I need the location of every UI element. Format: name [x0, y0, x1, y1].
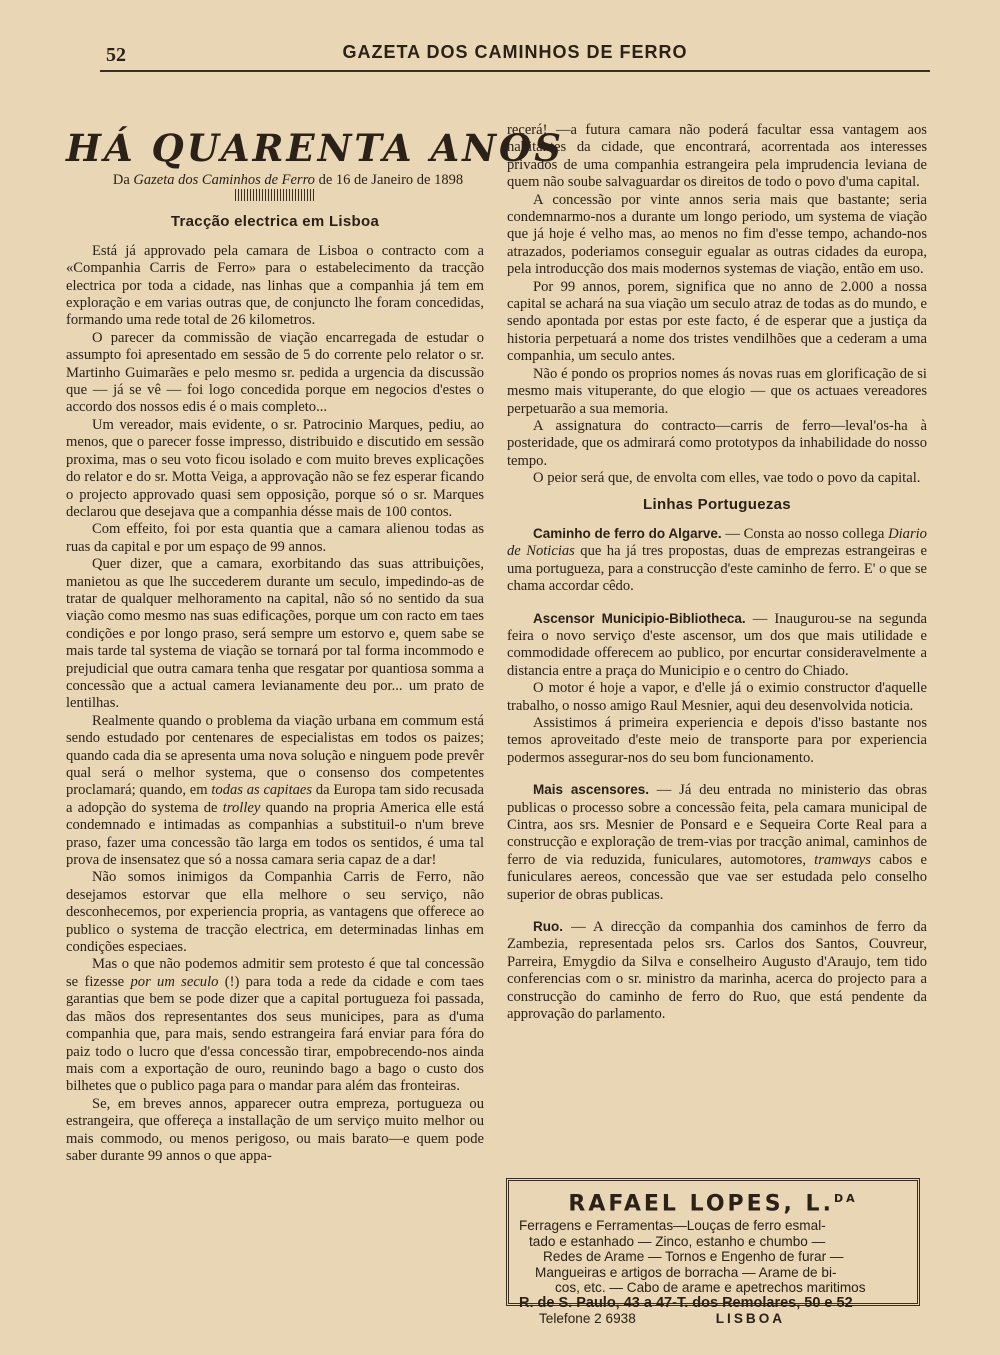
paragraph: Não somos inimigos da Companhia Carris de Ferro, não desejamos estorvar que ella melhore o seu serviço, não desconhecemos, por experiencia propria, as vantagens que offerece ao publico o systema de tracção electrica, em determinadas linhas em condições especiaes. [66, 869, 484, 956]
page-number: 52 [106, 44, 126, 66]
ad-city: LISBOA [715, 1311, 786, 1327]
news-item-ascensor: Ascensor Municipio-Bibliotheca. — Inaugurou-se na segunda feira o novo serviço d'este ascensor, um dos que mais utilidade e commodidade offerecem ao publico, por encurtar consideravelmente a distancia entre a praça do Municipio e o centro do Chiado. [507, 610, 928, 679]
paragraph: Não é pondo os proprios nomes ás novas ruas em glorificação de si mesmo mais vituperante, do que elogio — que os actuaes vereadores perpetuarão a sua memoria. [507, 365, 927, 417]
paragraph: O parecer da commissão de viação encarregada de estudar o assumpto foi apresentado em sessão de 5 do corrente pelo relator o sr. Martinho Guimarães e pelo mesmo sr. pedida a urgencia da discussão que — já se vê — foi logo concedida porque em negocios d'estes o accordo dos nossos edis é o mais completo... [66, 329, 484, 416]
paragraph: Um vereador, mais evidente, o sr. Patrocinio Marques, pediu, ao menos, que o parecer fosse impresso, distribuido e discutido em sessão proxima, mas o seu voto ficou isolado e com muito breves explicações do relator e do sr. Motta Veiga, a approvação não se fez esperar ficando o projecto approvado quasi sem opposição, porque só o sr. Marques declarou que desejava que a companhia désse mais de 100 contos. [66, 416, 484, 520]
paragraph: Com effeito, foi por esta quantia que a camara alienou todas as ruas da capital e por um espaço de 99 annos. [66, 521, 484, 555]
paragraph-continued: recerá! —a futura camara não poderá facultar essa vantagem aos habitantes da cidade, que encontrará, acorrentada aos interesses privados de uma companhia estrangeira pela imprudencia leviana de quem não soube salvaguardar os direitos de todo o povo d'uma capital. [507, 122, 927, 191]
paragraph: Mas o que não podemos admitir sem protesto é que tal concessão se fizesse por um seculo (!) para toda a rede da cidade e com taes garantias que bem se pode dizer que a capital portugueza foi passada, das mãos dos representantes dos seus municipes, para as d'uma companhia que, para mais, sendo estrangeira fará enviar para fóra do paiz todo o lucro que d'essa concessão tirar, empobrecendo-nos ainda mais com a exportação de ouro, reunindo bago a bago o custo dos bilhetes que o publico paga para o mandar para além das fronteiras. [66, 956, 484, 1095]
ad-address: R. de S. Paulo, 43 a 47-T. dos Remolares, 50 e 52 [519, 1294, 853, 1311]
ad-telephone-line: Telefone 2 6938 LISBOA [539, 1311, 786, 1327]
news-item-mais-ascensores: Mais ascensores. — Já deu entrada no ministerio das obras publicas o processo sobre a concessão feita, pela camara municipal de Cintra, aos srs. Mesnier de Ponsard e e Sequeira Corte Real para a construcção e exploração de trem-vias por tracção animal, caminhos de ferro de via reduzida, funiculares, automotores, tramways cabos e funiculares aereos, concessão que vae ser estudada pelo conselho superior de obras publicas. [507, 782, 927, 903]
ad-line: tado e estanhado — Zinco, estanho e chumbo — [529, 1233, 826, 1249]
ad-line: Mangueiras e artigos de borracha — Arame de bi- [535, 1264, 837, 1280]
running-head [100, 40, 930, 72]
journal-title: GAZETA DOS CAMINHOS DE FERRO [342, 42, 688, 62]
paragraph: Realmente quando o problema da viação urbana em commum está sendo estudado por centenares de especialistas em todos os paizes; quando cada dia se apresenta uma nova solução e ninguem pode prevêr qual será o melhor systema, que o consenso dos competentes proclamará; quando, em todas as capitaes da Europa tam sido recusada a adopção do systema de trolley quando na propria America elle está condemnado e intimadas as companhias a substituil-o n'um breve praso, fazer uma concessão tão larga em todos os sentidos, é uma tal prova de insensatez que só a nossa camara seria capaz de a dar! [66, 712, 484, 869]
advertisement-box [506, 1178, 920, 1327]
paragraph: O peior será que, de envolta com elles, vae todo o povo da capital. [533, 470, 921, 487]
paragraph: Por 99 annos, porem, significa que no anno de 2.000 a nossa capital se achará na sua viação um seculo atraz de todas as do mundo, e sendo apontada por estas por este facto, é de esperar que a justiça da historia perpetuará a nome dos tristes vendilhões que a cederam a uma companhia, um seculo antes. [507, 278, 927, 365]
ornament-divider [235, 189, 315, 201]
news-item-algarve: Caminho de ferro do Algarve. — Consta ao nosso collega Diario de Noticias que ha já tres propostas, duas de emprezas estrangeiras e uma portugueza, para a construcção d'este caminho de ferro. E' o que se chama accordar cêdo. [507, 525, 927, 595]
article-source: Da Gazeta dos Caminhos de Ferro de 16 de Janeiro de 1898 [112, 172, 464, 188]
news-item-ruo: Ruo. — A direcção da companhia dos caminhos de ferro da Zambezia, representada pelos srs. Carlos dos Santos, Couvreur, Parreira, Emygdio da Silva e conselheiro Augusto d'Araujo, tem tido conferencias com o sr. ministro da marinha, acerca do projecto para a construcção do caminho de ferro do Ruo, que está pendente da approvação do parlamento. [507, 919, 927, 1023]
paragraph: A concessão por vinte annos seria mais que bastante; seria condemnarmo-nos a durante um longo periodo, um systema de viação que já hoje é velho mas, ao menos no fim d'esse tempo, achando-nos atrazados, poderiamos conseguir egualar as outras cidades da europa, pela introducção dos mais modernos systemas de viação, então em uso. [507, 191, 927, 278]
section-heading-traccao: Tracção electrica em Lisboa [170, 213, 380, 231]
paragraph: Está já approvado pela camara de Lisboa o contracto com a «Companhia Carris de Ferro» para o estabelecimento da tracção electrica por toda a cidade, nas linhas que a companhia já tem em exploração e em varias outras que, de conjuncto lhe foram concedidas, formando uma rede total de 26 kilometros. [66, 242, 484, 329]
ad-line: Redes de Arame — Tornos e Engenho de furar — [543, 1249, 844, 1265]
section-heading-linhas: Linhas Portuguezas [643, 495, 791, 513]
right-column [507, 122, 927, 1024]
paragraph: O motor é hoje a vapor, e d'elle já o eximio constructor d'aquelle trabalho, o nosso amigo Raul Mesnier, aqui deu desenvolvida noticia. [507, 680, 927, 714]
paragraph: Assistimos á primeira experiencia e depois d'isso bastante nos temos aproveitado d'este meio de transporte para por experiencia podermos assegurar-nos do seu bom funcionamento. [507, 715, 927, 766]
ad-line: cos, etc. — Cabo de arame e apetrechos maritimos [555, 1280, 866, 1296]
ad-line: Ferragens e Ferramentas—Louças de ferro esmal- [519, 1218, 826, 1234]
paragraph: Se, em breves annos, apparecer outra empreza, portugueza ou estrangeira, que offereça a installação de um serviço muito melhor ou mais commodo, ou menos perigoso, ou mais barato—e quem pode saber durante 99 annos o que appa- [66, 1095, 484, 1164]
paragraph: A assignatura do contracto—carris de ferro—leval'os-ha à posteridade, que os admirará como prototypos da inhabilidade do nosso tempo. [507, 417, 927, 469]
left-column [66, 120, 564, 1165]
paragraph: Quer dizer, que a camara, exorbitando das suas attribuições, manietou as que lhe succederem durante um seculo, impedindo-as de tratar de qualquer melhoramento na capital, não só no sentido da sua viação como mesmo nas suas edificações, porque um con racto em taes condições e por longo praso, será sempre um estorvo e, quem sabe se mais tarde tal systema de viação se tornará por tal forma incommodo e prejudicial que outra camara tenha que resgatar por quantiosa somma a concessão que a actual camera levianamente deu por... um prato de lentilhas. [66, 556, 484, 712]
article-title: HÁ QUARENTA ANOS [66, 126, 564, 170]
ad-firm-name: RAFAEL LOPES, L.$^{DA}$ [568, 1191, 858, 1217]
